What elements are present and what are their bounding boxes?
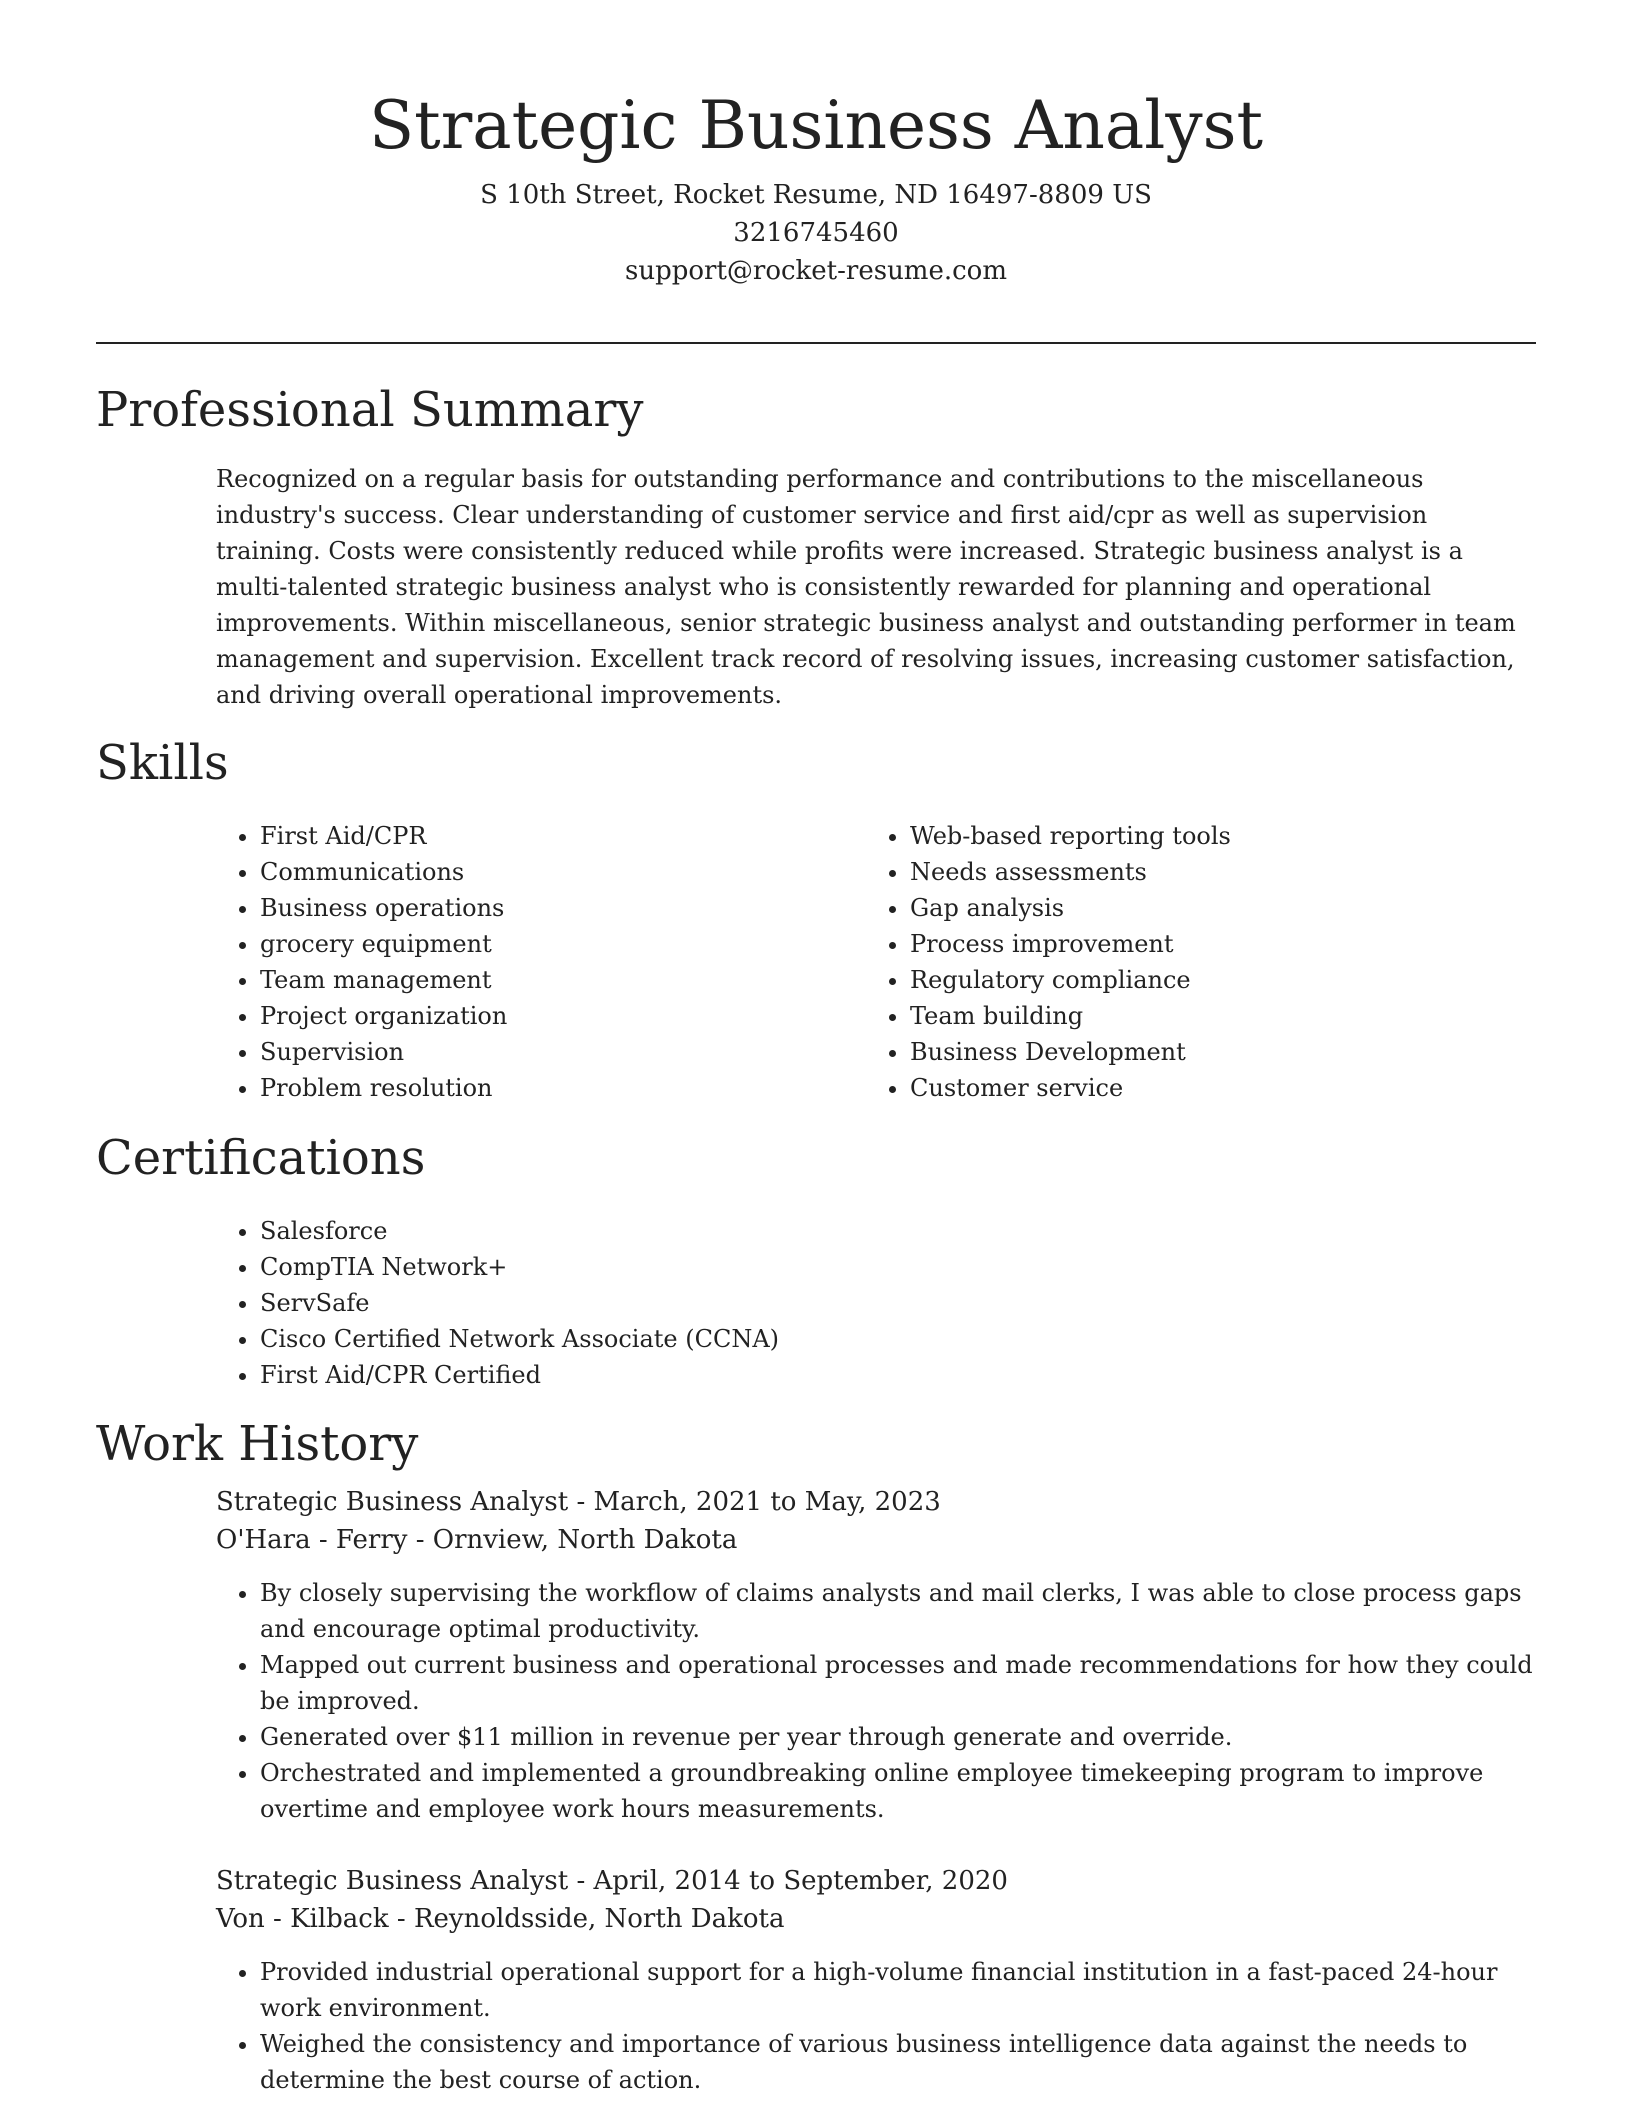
- job-bullet: • Provided industrial operational support for a high-volume financial institution in a fast-paced 24-hour work environment.: [260, 1954, 1546, 2026]
- job-location: - Reynoldsside, North Dakota: [388, 1904, 785, 1934]
- skill-item: • Communications: [260, 854, 816, 890]
- summary-heading: Professional Summary: [96, 382, 644, 438]
- certification-item: • CompTIA Network+: [260, 1249, 1216, 1285]
- skill-item: • Web-based reporting tools: [910, 818, 1506, 854]
- skill-item: • grocery equipment: [260, 926, 816, 962]
- work-history-heading: Work History: [96, 1416, 419, 1472]
- certifications-list: [216, 1213, 1216, 1393]
- header-divider: [96, 342, 1536, 344]
- skills-list-left: [216, 818, 816, 1106]
- skill-item: • Gap analysis: [910, 890, 1506, 926]
- skill-item: • Business Development: [910, 1034, 1506, 1070]
- certification-item: • Cisco Certified Network Associate (CCNA): [260, 1321, 1216, 1357]
- contact-email: support@rocket-resume.com: [624, 256, 1007, 286]
- job-company: O'Hara - Ferry: [216, 1525, 408, 1555]
- job-company-line: [216, 1521, 1546, 1559]
- job-bullet: • Mapped out current business and operational processes and made recommendations for how they could be improved.: [260, 1647, 1546, 1719]
- job-bullet: • Generated over $11 million in revenue per year through generate and override.: [260, 1719, 1546, 1755]
- job-entry: [216, 1483, 1546, 1827]
- job-title-line: [216, 1862, 1546, 1900]
- skill-item: • Supervision: [260, 1034, 816, 1070]
- skill-item: • First Aid/CPR: [260, 818, 816, 854]
- job-bullet: • By closely supervising the workflow of claims analysts and mail clerks, I was able to close process gaps and encourage optimal productivity.: [260, 1575, 1546, 1647]
- job-bullet: • Weighed the consistency and importance of various business intelligence data against the needs to determine the best course of action.: [260, 2026, 1546, 2098]
- skill-item: • Customer service: [910, 1070, 1506, 1106]
- certification-item: • ServSafe: [260, 1285, 1216, 1321]
- certification-item: • First Aid/CPR Certified: [260, 1357, 1216, 1393]
- job-bullets: [216, 1575, 1546, 1827]
- skill-item: • Project organization: [260, 998, 816, 1034]
- contact-address: S 10th Street, Rocket Resume, ND 16497-8809 US: [480, 180, 1152, 210]
- job-bullet: • Orchestrated and implemented a groundbreaking online employee timekeeping program to improve overtime and employee work hours measurements.: [260, 1755, 1546, 1827]
- skill-item: • Problem resolution: [260, 1070, 816, 1106]
- certification-item: • Salesforce: [260, 1213, 1216, 1249]
- skill-item: • Process improvement: [910, 926, 1506, 962]
- job-company-line: [216, 1900, 1546, 1938]
- job-dates: - April, 2014 to September, 2020: [568, 1866, 1008, 1896]
- skill-item: • Business operations: [260, 890, 816, 926]
- job-title: Strategic Business Analyst: [216, 1866, 569, 1896]
- skills-heading: Skills: [96, 735, 229, 791]
- skills-list-right: [866, 818, 1506, 1106]
- job-company: Von - Kilback: [216, 1904, 389, 1934]
- job-bullets: [216, 1954, 1546, 2098]
- candidate-name: Strategic Business Analyst: [368, 87, 1264, 164]
- job-title: Strategic Business Analyst: [216, 1487, 569, 1517]
- job-location: - Ornview, North Dakota: [407, 1525, 738, 1555]
- skill-item: • Regulatory compliance: [910, 962, 1506, 998]
- skill-item: • Team management: [260, 962, 816, 998]
- skill-item: • Needs assessments: [910, 854, 1506, 890]
- skill-item: • Team building: [910, 998, 1506, 1034]
- job-dates: - March, 2021 to May, 2023: [568, 1487, 941, 1517]
- certifications-heading: Certifications: [96, 1130, 426, 1186]
- summary-text: Recognized on a regular basis for outstanding performance and contributions to the miscellaneous industry's success. Clear understanding of customer service and first aid/cpr as well as supervision training. Costs were consistently reduced while profits were increased. Strategic business analyst is a multi-talented strategic business analyst who is consistently rewarded for planning and operational improvements. Within miscellaneous, senior strategic business analyst and outstanding performer in team management and supervision. Excellent track record of resolving issues, increasing customer satisfaction, and driving overall operational improvements.: [216, 465, 1516, 709]
- job-entry: [216, 1862, 1546, 2098]
- resume-header: [0, 0, 1632, 290]
- contact-info: [0, 176, 1632, 290]
- job-title-line: [216, 1483, 1546, 1521]
- contact-phone: 3216745460: [733, 218, 899, 248]
